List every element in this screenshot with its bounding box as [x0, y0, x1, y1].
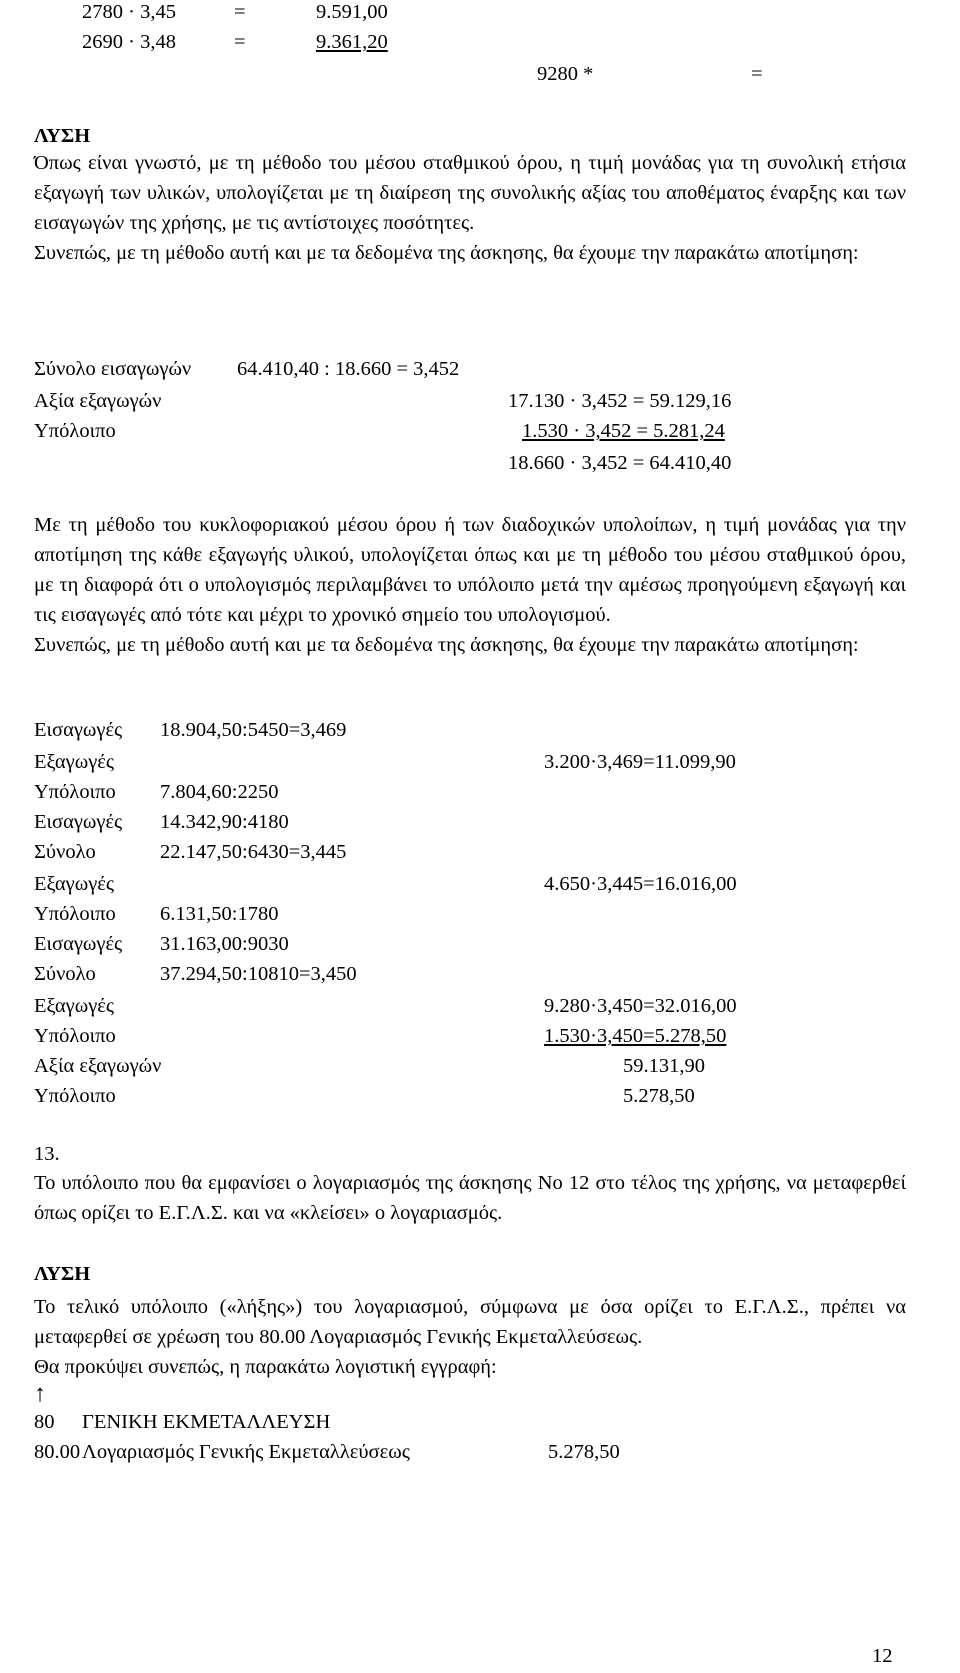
exports-value-amount: 17.130 · 3,452 = 59.129,16	[508, 390, 732, 412]
row-calc: 14.342,90:4180	[160, 811, 289, 833]
row-calc: 18.904,50:5450=3,469	[160, 719, 347, 741]
row-label: Υπόλοιπο	[34, 781, 116, 803]
row-calc: 7.804,60:2250	[160, 781, 279, 803]
solution-heading: ΛΥΣΗ	[34, 1263, 91, 1285]
row-calc: 37.294,50:10810=3,450	[160, 963, 357, 985]
row-label: Υπόλοιπο	[34, 903, 116, 925]
row-label: Εισαγωγές	[34, 933, 123, 955]
row-label: Υπόλοιπο	[34, 1025, 116, 1047]
exercise-text: Το υπόλοιπο που θα εμφανίσει ο λογαριασμός της άσκησης Νο 12 στο τέλος της χρήσης, να μεταφερθεί όπως ορίζει το Ε.Γ.Λ.Σ. και να «κλείσει» ο λογαριασμός.	[34, 1172, 906, 1224]
balance-amount: 1.530 · 3,452 = 5.281,24	[522, 420, 725, 442]
row-result: 9.280·3,450=32.016,00	[544, 995, 737, 1017]
row-label: Εξαγωγές	[34, 751, 114, 773]
up-arrow-icon: ↑	[34, 1381, 46, 1407]
solution-heading: ΛΥΣΗ	[34, 125, 91, 147]
calc-line-1-equals: =	[234, 1, 246, 23]
entry-text: Λογαριασμός Γενικής Εκμεταλλεύσεως	[82, 1441, 410, 1463]
moving-method-text: Με τη μέθοδο του κυκλοφοριακού μέσου όρου ή των διαδοχικών υπολοίπων, η τιμή μονάδας για την αποτίμηση της κάθε εξαγωγής υλικού, υπολογίζεται όπως και με τη μέθοδο του μέσου σταθμικού όρου, με τη διαφορά ότι ο υπολογισμός περιλαμβάνει το υπόλοιπο μετά την αμέσως προηγούμενη εξαγωγή και τις εισαγωγές από τότε και μέχρι το χρονικό σημείο του υπολογισμού.	[34, 514, 906, 626]
weighted-method-text: Όπως είναι γνωστό, με τη μέθοδο του μέσου σταθμικού όρου, η τιμή μονάδας για τη συνολική ετήσια εξαγωγή των υλικών, υπολογίζεται με τη διαίρεση της συνολικής αξίας του αποθέματος έναρξης και των εισαγωγών της χρήσης, με τις αντίστοιχες ποσότητες.	[34, 152, 906, 234]
exercise-statement	[34, 1168, 906, 1228]
row-result: 3.200·3,469=11.099,90	[544, 751, 736, 773]
solution-line: Θα προκύψει συνεπώς, η παρακάτω λογιστική εγγραφή:	[34, 1356, 497, 1378]
row-label: Εξαγωγές	[34, 995, 114, 1017]
calc-total-left: 9280 *	[537, 63, 594, 85]
row-calc: 22.147,50:6430=3,445	[160, 841, 347, 863]
entry-text: ΓΕΝΙΚΗ ΕΚΜΕΤΑΛΛΕΥΣΗ	[82, 1411, 331, 1433]
row-result: 59.131,90	[623, 1055, 705, 1077]
entry-code: 80.00	[34, 1441, 81, 1463]
row-label: Εισαγωγές	[34, 719, 123, 741]
row-label: Σύνολο	[34, 841, 96, 863]
row-result: 4.650·3,445=16.016,00	[544, 873, 737, 895]
row-label: Σύνολο	[34, 963, 96, 985]
weighted-method-conclusion: Συνεπώς, με τη μέθοδο αυτή και με τα δεδομένα της άσκησης, θα έχουμε την παρακάτω αποτίμηση:	[34, 242, 859, 264]
total-imports-label: Σύνολο εισαγωγών	[34, 358, 192, 380]
moving-average-paragraph	[34, 510, 906, 660]
solution-line: Το τελικό υπόλοιπο («λήξης») του λογαριασμού, σύμφωνα με όσα ορίζει το Ε.Γ.Λ.Σ., πρέπει να μεταφερθεί σε χρέωση του 80.00 Λογαριασμός Γενικής Εκμεταλλεύσεως.	[34, 1296, 906, 1348]
row-result: 5.278,50	[623, 1085, 695, 1107]
row-label: Αξία εξαγωγών	[34, 1055, 162, 1077]
page-number: 12	[872, 1645, 893, 1667]
solution-text	[34, 1292, 906, 1382]
calc-line-1-left: 2780 · 3,45	[82, 1, 176, 23]
row-calc: 6.131,50:1780	[160, 903, 279, 925]
entry-code: 80	[34, 1411, 55, 1433]
weighted-sum-amount: 18.660 · 3,452 = 64.410,40	[508, 452, 732, 474]
balance-label: Υπόλοιπο	[34, 420, 116, 442]
calc-line-1-right: 9.591,00	[316, 1, 388, 23]
solution-paragraph	[34, 148, 906, 268]
calc-line-2-right: 9.361,20	[316, 31, 388, 53]
row-calc: 31.163,00:9030	[160, 933, 289, 955]
calc-line-2-equals: =	[234, 31, 246, 53]
exports-value-label: Αξία εξαγωγών	[34, 390, 162, 412]
row-label: Εξαγωγές	[34, 873, 114, 895]
row-label: Εισαγωγές	[34, 811, 123, 833]
entry-amount: 5.278,50	[548, 1441, 620, 1463]
moving-method-conclusion: Συνεπώς, με τη μέθοδο αυτή και με τα δεδομένα της άσκησης, θα έχουμε την παρακάτω αποτίμηση:	[34, 634, 859, 656]
row-result: 1.530·3,450=5.278,50	[544, 1025, 727, 1047]
total-imports-value: 64.410,40 : 18.660 = 3,452	[237, 358, 460, 380]
calc-line-2-left: 2690 · 3,48	[82, 31, 176, 53]
exercise-number: 13.	[34, 1143, 60, 1165]
row-label: Υπόλοιπο	[34, 1085, 116, 1107]
calc-total-equals: =	[751, 63, 763, 85]
